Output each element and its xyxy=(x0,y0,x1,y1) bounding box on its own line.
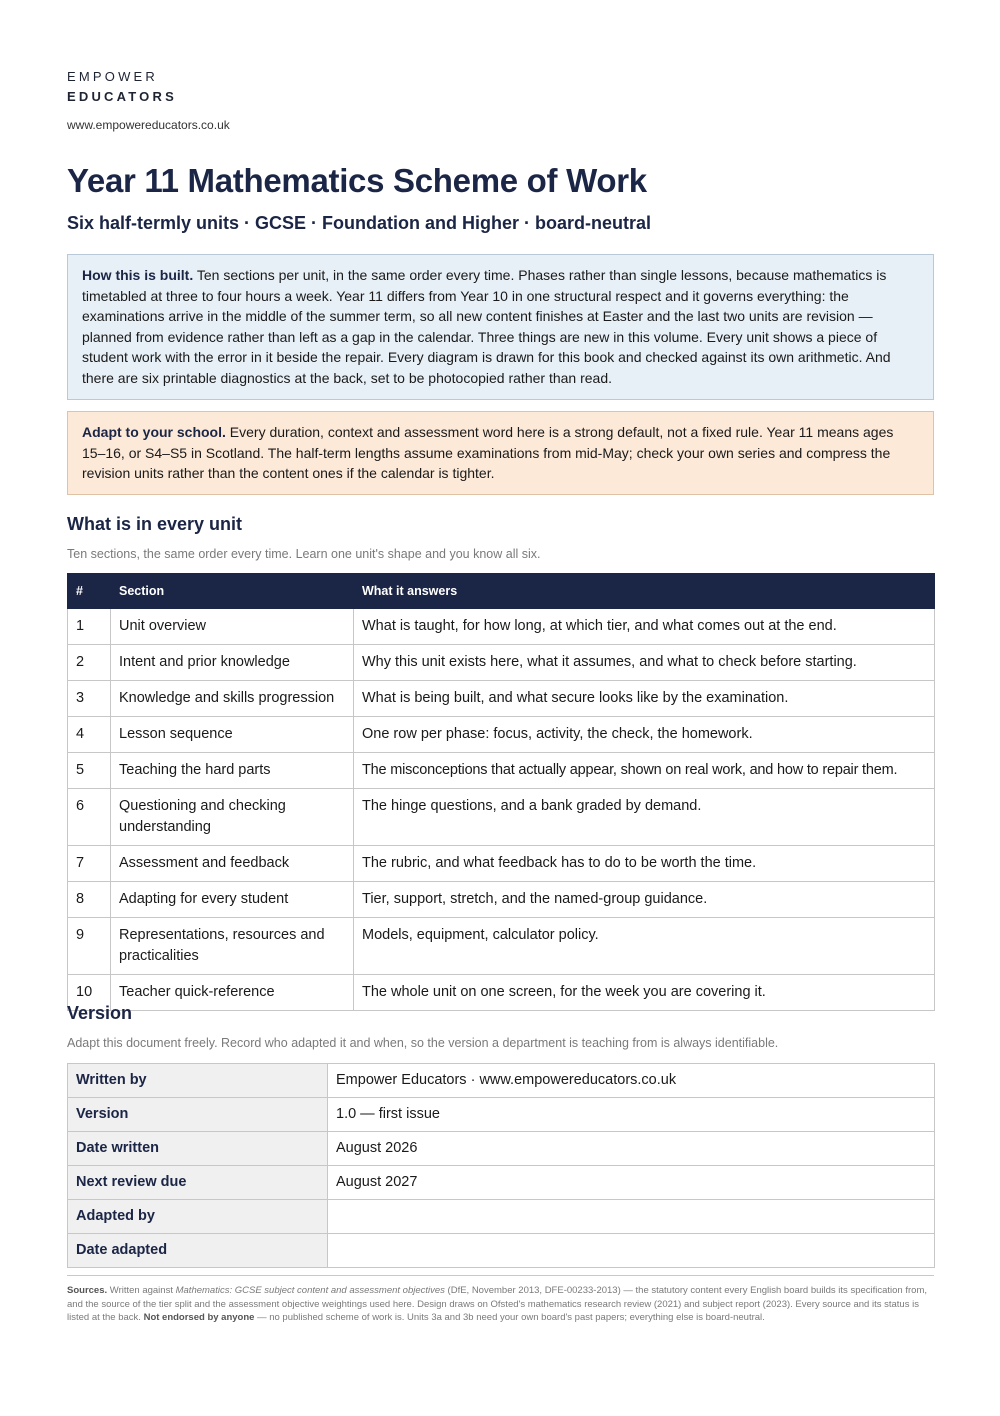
row-number: 2 xyxy=(68,645,111,681)
row-section: Teaching the hard parts xyxy=(111,753,354,789)
row-section: Unit overview xyxy=(111,609,354,645)
brand-url: www.empowereducators.co.uk xyxy=(67,118,230,132)
row-number: 7 xyxy=(68,846,111,882)
how-built-callout xyxy=(67,254,934,400)
brand-name-bottom: EDUCATORS xyxy=(67,89,177,104)
version-value: 1.0 — first issue xyxy=(328,1098,935,1132)
version-value: August 2027 xyxy=(328,1166,935,1200)
table-row xyxy=(68,1064,935,1098)
column-header-number: # xyxy=(68,574,111,609)
table-row xyxy=(68,918,935,975)
table-row xyxy=(68,975,935,1011)
sources-text-3: — no published scheme of work is. Units 3a and 3b need your own board's past papers; everything else is board-neutral. xyxy=(254,1312,765,1323)
table-row xyxy=(68,1132,935,1166)
row-number: 6 xyxy=(68,789,111,846)
table-row xyxy=(68,609,935,645)
table-row xyxy=(68,846,935,882)
row-answer: Tier, support, stretch, and the named-group guidance. xyxy=(354,882,935,918)
units-note: Ten sections, the same order every time. Learn one unit's shape and you know all six. xyxy=(67,547,541,561)
version-value: Empower Educators · www.empowereducators.co.uk xyxy=(328,1064,935,1098)
row-section: Questioning and checking understanding xyxy=(111,789,354,846)
sources-label: Sources. xyxy=(67,1285,108,1296)
row-number: 8 xyxy=(68,882,111,918)
row-answer: The rubric, and what feedback has to do to be worth the time. xyxy=(354,846,935,882)
row-section: Intent and prior knowledge xyxy=(111,645,354,681)
unit-sections-table xyxy=(67,573,935,1011)
version-value: August 2026 xyxy=(328,1132,935,1166)
version-label: Date adapted xyxy=(68,1234,328,1268)
how-built-text: Ten sections per unit, in the same order every time. Phases rather than single lessons, because mathematics is timetabled at three to four hours a week. Year 11 differs from Year 10 in one structural respect and it governs everything: the examinations arrive in the middle of the summer term, so all new content finishes at Easter and the last two units are revision — planned from evidence rather than left as a gap in the calendar. Three things are new in this volume. Every unit shows a piece of student work with the error in it beside the repair. Every diagram is drawn for this book and checked against its own arithmetic. And there are six printable diagnostics at the back, set to be photocopied rather than read. xyxy=(82,267,891,386)
row-number: 4 xyxy=(68,717,111,753)
table-row xyxy=(68,681,935,717)
version-value-empty xyxy=(328,1234,935,1268)
version-note: Adapt this document freely. Record who adapted it and when, so the version a department is teaching from is always identifiable. xyxy=(67,1036,779,1050)
sources-footnote xyxy=(67,1284,934,1325)
how-built-label: How this is built. xyxy=(82,267,194,283)
footer-divider xyxy=(67,1275,934,1276)
row-answer: The misconceptions that actually appear, shown on real work, and how to repair them. xyxy=(354,753,935,789)
version-heading: Version xyxy=(67,1003,133,1023)
row-answer: The whole unit on one screen, for the week you are covering it. xyxy=(354,975,935,1011)
row-section: Teacher quick-reference xyxy=(111,975,354,1011)
table-row xyxy=(68,1200,935,1234)
row-number: 1 xyxy=(68,609,111,645)
row-number: 3 xyxy=(68,681,111,717)
sources-text-2: (DfE, November 2013, DFE-00233-2013) — the statutory content every English board builds its specification from, and the source of the tier split and the assessment objective weightings used here. Design draws on Ofsted's mathematics research review (2021) and subject report (2023). Every source and its status is listed at the back. xyxy=(67,1285,927,1323)
row-answer: The hinge questions, and a bank graded by demand. xyxy=(354,789,935,846)
table-row xyxy=(68,789,935,846)
column-header-section: Section xyxy=(111,574,354,609)
adapt-label: Adapt to your school. xyxy=(82,424,226,440)
row-section: Lesson sequence xyxy=(111,717,354,753)
row-section: Assessment and feedback xyxy=(111,846,354,882)
sources-document-title: Mathematics: GCSE subject content and assessment objectives xyxy=(175,1285,445,1296)
table-row xyxy=(68,1098,935,1132)
sources-text-1: Written against xyxy=(107,1285,176,1296)
row-answer: Models, equipment, calculator policy. xyxy=(354,918,935,975)
row-answer: What is being built, and what secure looks like by the examination. xyxy=(354,681,935,717)
row-section: Adapting for every student xyxy=(111,882,354,918)
table-row xyxy=(68,645,935,681)
version-label: Adapted by xyxy=(68,1200,328,1234)
version-label: Date written xyxy=(68,1132,328,1166)
not-endorsed-label: Not endorsed by anyone xyxy=(143,1312,255,1323)
adapt-text: Every duration, context and assessment word here is a strong default, not a fixed rule. Year 11 means ages 15–16, or S4–S5 in Scotland. The half-term lengths assume examinations from mid-May; check your own series and compress the revision units rather than the content ones if the calendar is tighter. xyxy=(82,424,894,482)
version-label: Version xyxy=(68,1098,328,1132)
table-header-row xyxy=(68,574,935,609)
row-answer: Why this unit exists here, what it assumes, and what to check before starting. xyxy=(354,645,935,681)
row-number: 9 xyxy=(68,918,111,975)
adapt-callout xyxy=(67,411,934,495)
row-answer: What is taught, for how long, at which tier, and what comes out at the end. xyxy=(354,609,935,645)
units-heading: What is in every unit xyxy=(67,514,243,534)
table-row xyxy=(68,1234,935,1268)
row-number: 5 xyxy=(68,753,111,789)
version-value-empty xyxy=(328,1200,935,1234)
table-row xyxy=(68,753,935,789)
row-section: Representations, resources and practicalities xyxy=(111,918,354,975)
version-table xyxy=(67,1063,935,1268)
brand-name-top: EMPOWER xyxy=(67,69,159,84)
table-row xyxy=(68,717,935,753)
table-row xyxy=(68,1166,935,1200)
table-row xyxy=(68,882,935,918)
row-section: Knowledge and skills progression xyxy=(111,681,354,717)
row-answer: One row per phase: focus, activity, the check, the homework. xyxy=(354,717,935,753)
version-label: Written by xyxy=(68,1064,328,1098)
row-number: 10 xyxy=(68,975,111,1011)
page-subtitle: Six half-termly units · GCSE · Foundation and Higher · board-neutral xyxy=(67,213,652,233)
column-header-answers: What it answers xyxy=(354,574,935,609)
version-label: Next review due xyxy=(68,1166,328,1200)
page-title: Year 11 Mathematics Scheme of Work xyxy=(67,162,647,199)
